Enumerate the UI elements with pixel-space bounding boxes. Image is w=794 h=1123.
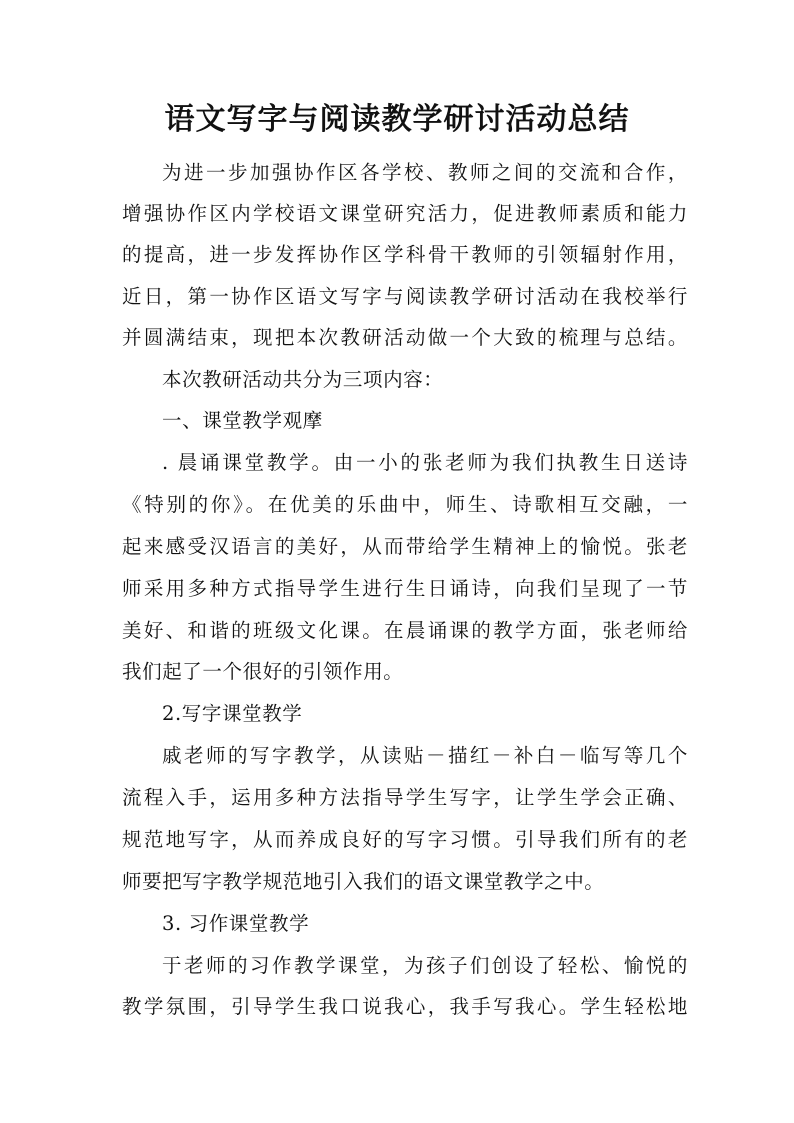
- paragraph-line: 师采用多种方式指导学生进行生日诵诗，向我们呈现了一节: [122, 577, 688, 600]
- document-title: 语文写字与阅读教学研讨活动总结: [164, 102, 630, 137]
- paragraph-line: 为进一步加强协作区各学校、教师之间的交流和合作，: [162, 161, 688, 184]
- section-heading: 2.写字课堂教学: [162, 702, 303, 725]
- paragraph-line: . 晨诵课堂教学。由一小的张老师为我们执教生日送诗: [162, 451, 688, 474]
- section-heading: 一、课堂教学观摩: [162, 409, 323, 432]
- paragraph-line: 流程入手，运用多种方法指导学生写字，让学生学会正确、: [122, 786, 688, 809]
- paragraph-line: 本次教研活动共分为三项内容：: [162, 368, 444, 391]
- paragraph-line: 并圆满结束，现把本次教研活动做一个大致的梳理与总结。: [122, 326, 688, 349]
- paragraph-line: 我们起了一个很好的引领作用。: [122, 660, 404, 683]
- paragraph-line: 的提高，进一步发挥协作区学科骨干教师的引领辐射作用，: [122, 243, 688, 266]
- paragraph-line: 《特别的你》。在优美的乐曲中，师生、诗歌相互交融，一: [122, 493, 688, 516]
- paragraph-line: 近日，第一协作区语文写字与阅读教学研讨活动在我校举行: [122, 285, 688, 308]
- paragraph-line: 教学氛围，引导学生我口说我心，我手写我心。学生轻松地: [122, 995, 688, 1018]
- paragraph-line: 戚老师的写字教学，从读贴－描红－补白－临写等几个: [162, 744, 688, 767]
- paragraph-line: 于老师的习作教学课堂，为孩子们创设了轻松、愉悦的: [162, 954, 688, 977]
- paragraph-line: 美好、和谐的班级文化课。在晨诵课的教学方面，张老师给: [122, 619, 688, 642]
- paragraph-line: 增强协作区内学校语文课堂研究活力，促进教师素质和能力: [122, 202, 688, 225]
- section-heading: 3. 习作课堂教学: [162, 912, 310, 935]
- paragraph-line: 规范地写字，从而养成良好的写字习惯。引导我们所有的老: [122, 828, 688, 851]
- paragraph-line: 起来感受汉语言的美好，从而带给学生精神上的愉悦。张老: [122, 535, 688, 558]
- paragraph-line: 师要把写字教学规范地引入我们的语文课堂教学之中。: [122, 870, 605, 893]
